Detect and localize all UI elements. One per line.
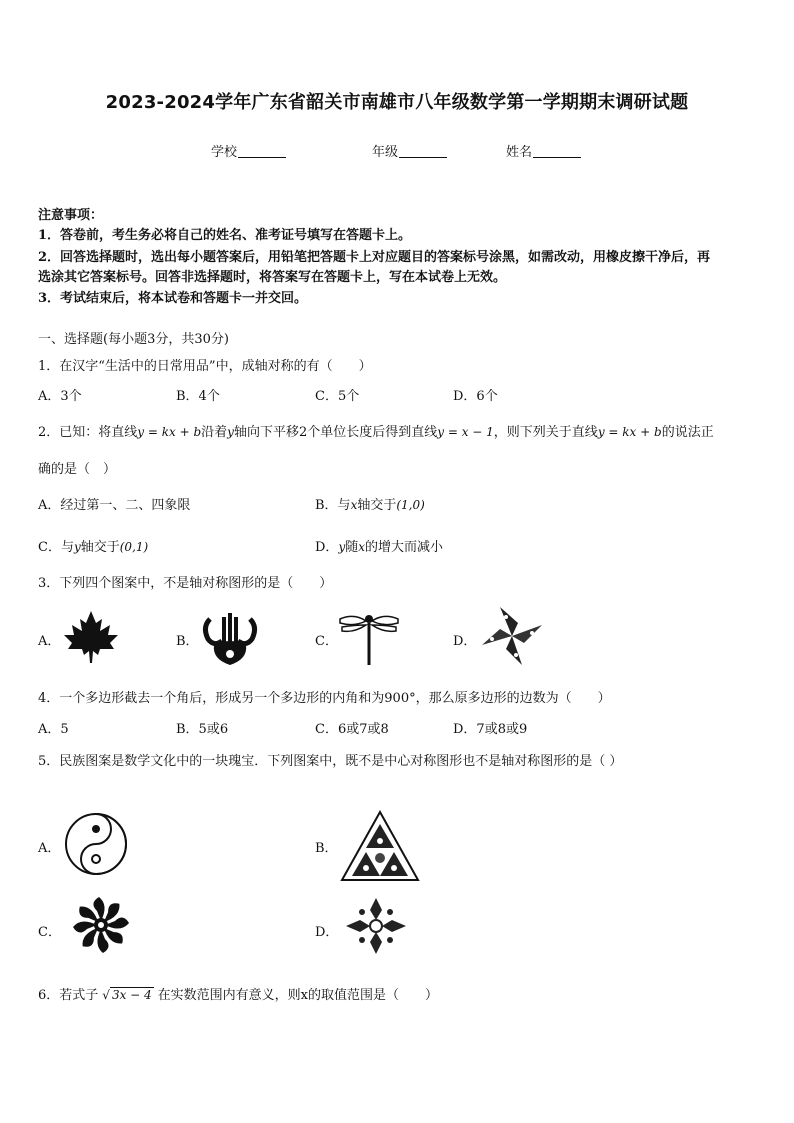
q2-option-a: A．经过第一、二、四象限 — [38, 498, 191, 513]
q2-stem: 2．已知：将直线y = kx + b沿着y轴向下平移2个单位长度后得到直线y = x − 1，则下列关于直线y = kx + b的说法正 — [38, 425, 714, 440]
grade-field: 年级 — [372, 141, 447, 160]
q5-label-b: B． — [315, 841, 338, 856]
q3-label-c: C． — [315, 634, 338, 649]
tulip-figure — [200, 609, 260, 667]
notes-heading: 注意事项： — [38, 208, 104, 223]
q5-label-c: C． — [38, 925, 61, 940]
q1-stem: 1．在汉字“生活中的日常用品”中，成轴对称的有（ ） — [38, 359, 372, 374]
page-title: 2023-2024学年广东省韶关市南雄市八年级数学第一学期期末调研试题 — [105, 92, 689, 113]
spiral-flower-figure — [66, 894, 136, 956]
q2-option-c: C．与y轴交于(0,1) — [38, 540, 149, 555]
q2-option-b: B．与x轴交于(1,0) — [315, 498, 425, 513]
q6-radical: √ 3x − 4 — [102, 988, 152, 1002]
note-item-2-cont: 选涂其它答案标号。回答非选择题时，将答案写在答题卡上，写在本试卷上无效。 — [38, 270, 507, 285]
q4-option-d: D．7或8或9 — [453, 722, 528, 737]
q1-option-d: D．6个 — [453, 389, 498, 404]
q2-eq-3: y = kx + b — [597, 425, 662, 439]
grade-blank — [399, 145, 447, 158]
q5-label-a: A． — [38, 841, 61, 856]
note-item-2: 2．回答选择题时，选出每小题答案后，用铅笔把答题卡上对应题目的答案标号涂黑，如需改动，用橡皮擦干净后，再 — [38, 250, 711, 265]
q3-stem: 3．下列四个图案中，不是轴对称图形的是（ ） — [38, 576, 333, 591]
q2-option-d: D．y随x的增大而减小 — [315, 540, 444, 555]
q3-label-b: B． — [176, 634, 199, 649]
triangle-pattern-figure — [340, 810, 420, 882]
q5-label-d: D． — [315, 925, 339, 940]
q2-eq-1: y = kx + b — [137, 425, 202, 439]
school-field: 学校 — [211, 141, 286, 160]
cross-ornament-figure — [340, 894, 412, 958]
section-heading: 一、选择题(每小题3分，共30分) — [38, 332, 229, 347]
q4-option-a: A．5 — [38, 722, 69, 737]
q1-option-a: A．3个 — [38, 389, 82, 404]
name-blank — [533, 145, 581, 158]
note-item-3: 3．考试结束后，将本试卷和答题卡一并交回。 — [38, 291, 308, 306]
q1-option-c: C．5个 — [315, 389, 360, 404]
q4-stem: 4．一个多边形截去一个角后，形成另一个多边形的内角和为900°，那么原多边形的边数为（ ） — [38, 691, 611, 706]
q4-option-c: C．6或7或8 — [315, 722, 389, 737]
q5-stem: 5．民族图案是数学文化中的一块瑰宝．下列图案中，既不是中心对称图形也不是轴对称图形的是（ ） — [38, 754, 623, 769]
q2-stem-line2: 确的是（ ） — [38, 462, 117, 477]
yin-yang-figure — [64, 812, 128, 876]
q1-option-b: B．4个 — [176, 389, 220, 404]
q2-eq-2: y = x − 1 — [437, 425, 494, 439]
maple-leaf-figure — [62, 609, 120, 665]
note-item-1: 1．答卷前，考生务必将自己的姓名、准考证号填写在答题卡上。 — [38, 228, 412, 243]
school-blank — [238, 145, 286, 158]
name-field: 姓名 — [506, 141, 581, 160]
dragonfly-figure — [336, 609, 402, 667]
q4-option-b: B．5或6 — [176, 722, 229, 737]
pinwheel-figure — [478, 603, 546, 669]
q3-label-a: A． — [38, 634, 61, 649]
q3-label-d: D． — [453, 634, 477, 649]
q6-stem: 6．若式子 √ 3x − 4 在实数范围内有意义，则x的取值范围是（ ） — [38, 988, 439, 1003]
